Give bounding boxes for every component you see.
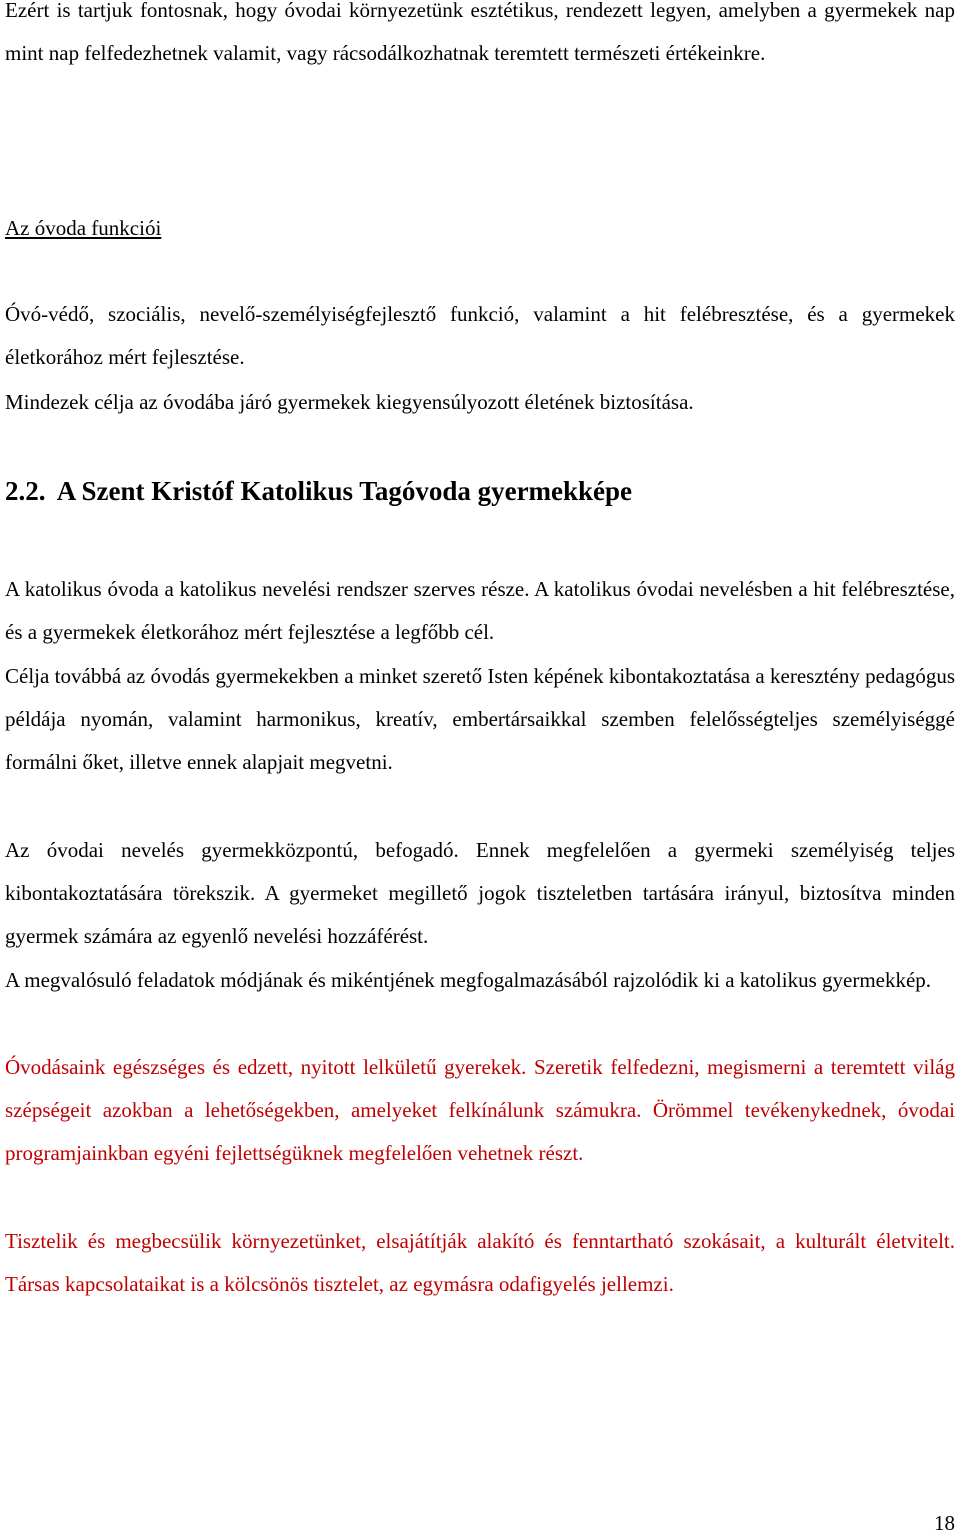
functions-paragraph-2: Mindezek célja az óvodába járó gyermekek kiegyensúlyozott életének biztosítása. <box>5 390 694 414</box>
child-image-paragraph-1: A katolikus óvoda a katolikus nevelési rendszer szerves része. A katolikus óvodai nevelésben a hit felébresztése, és a gyermekek életkorához mért fejlesztése a legfőbb cél. <box>5 577 955 644</box>
page-number: 18 <box>934 1511 955 1535</box>
section-number: 2.2. <box>5 476 46 506</box>
functions-paragraph-1: Óvó-védő, szociális, nevelő-személyiségfejlesztő funkció, valamint a hit felébresztése, és a gyermekek életkorához mért fejlesztése. <box>5 302 955 369</box>
section-heading-child-image <box>5 474 632 508</box>
child-image-paragraph-4: A megvalósuló feladatok módjának és mikéntjének megfogalmazásából rajzolódik ki a katolikus gyermekkép. <box>5 968 932 992</box>
child-image-paragraph-5: Óvodásaink egészséges és edzett, nyitott lelkületű gyerekek. Szeretik felfedezni, megismerni a teremtett világ szépségeit azokban a lehetőségekben, amelyeket felkínálunk számukra. Örömmel tevékenykednek, óvodai programjainkban egyéni fejlettségüknek megfelelően vehetnek részt. <box>5 1055 955 1165</box>
section-heading-text: A Szent Kristóf Katolikus Tagóvoda gyermekképe <box>56 476 633 506</box>
section-title-functions: Az óvoda funkciói <box>5 216 162 240</box>
child-image-paragraph-2: Célja továbbá az óvodás gyermekekben a minket szerető Isten képének kibontakoztatása a keresztény pedagógus példája nyomán, valamint harmonikus, kreatív, embertársaikkal szemben felelősségteljes személyiséggé formálni őket, illetve ennek alapjait megvetni. <box>5 664 955 774</box>
child-image-paragraph-6: Tisztelik és megbecsülik környezetünket, elsajátítják alakító és fenntartható szokásait, a kulturált életvitelt. Társas kapcsolataikat is a kölcsönös tisztelet, az egymásra odafigyelés jellemzi. <box>5 1229 955 1296</box>
child-image-paragraph-3: Az óvodai nevelés gyermekközpontú, befogadó. Ennek megfelelően a gyermeki személyiség teljes kibontakoztatására törekszik. A gyermeket megillető jogok tiszteletben tartására irányul, biztosítva minden gyermek számára az egyenlő nevelési hozzáférést. <box>5 838 955 948</box>
intro-paragraph: Ezért is tartjuk fontosnak, hogy óvodai környezetünk esztétikus, rendezett legyen, amelyben a gyermekek nap mint nap felfedezhetnek valamit, vagy rácsodálkozhatnak teremtett természeti értékeinkre. <box>5 0 955 65</box>
